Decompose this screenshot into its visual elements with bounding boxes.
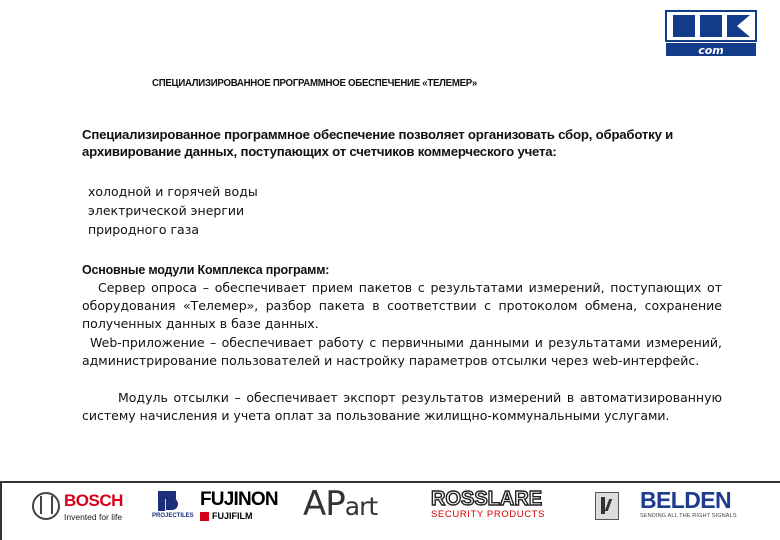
footer-left-border [0, 483, 2, 540]
list-item: электрической энергии [88, 203, 245, 218]
module-paragraph-text: Модуль отсылки – обеспечивает экспорт результатов измерений в автоматизированную систему начисления и учета оплат за пользование жилищно-коммунальными услугами. [82, 390, 722, 424]
belden-name: BELDEN [640, 487, 731, 513]
apart-name-a: AP [303, 484, 345, 524]
rosslare-sub: SECURITY PRODUCTS [431, 509, 546, 520]
list-item: природного газа [88, 222, 199, 237]
projectiles-logo [152, 488, 196, 528]
belden-tagline: SENDING ALL THE RIGHT SIGNALS [640, 513, 737, 519]
module-paragraph-server [82, 279, 722, 334]
intro-text: Специализированное программное обеспечение позволяет организовать сбор, обработку и архивирование данных, поступающих от счетчиков коммерческого учета: [82, 127, 674, 159]
fujifilm-square-icon [200, 512, 209, 521]
rosslare-name: ROSSLARE [431, 488, 543, 510]
bosch-armature-icon [32, 492, 60, 520]
fujinon-logo [200, 488, 296, 528]
meter-types-list [88, 182, 258, 239]
module-paragraph-web [82, 334, 722, 370]
logo-com-text: com [698, 44, 724, 57]
list-item: холодной и горячей воды [88, 184, 258, 199]
bosch-tagline: Invented for life [64, 512, 123, 522]
apart-logo [303, 484, 423, 528]
module-paragraph-text: Сервер опроса – обеспечивает прием пакетов с результатами измерений, поступающих от оборудования «Телемер», разбор пакета в соответствии с протоколом обмена, сохранение полученных данных в базе данных. [82, 280, 722, 332]
belden-logo [640, 488, 770, 528]
lk-com-logo-icon [665, 10, 757, 58]
apart-name-b: art [344, 492, 378, 521]
tk-small-icon [595, 492, 619, 520]
apart-name [303, 484, 377, 524]
bosch-logo [20, 488, 130, 528]
rosslare-logo [431, 488, 581, 528]
page-title: СПЕЦИАЛИЗИРОВАННОЕ ПРОГРАММНОЕ ОБЕСПЕЧЕНИЕ «ТЕЛЕМЕР» [152, 77, 478, 89]
tk-small-logo [595, 488, 621, 528]
partner-logos [20, 484, 770, 528]
module-paragraph-text: Web-приложение – обеспечивает работу с первичными данными и результатами измерений, администрирование пользователей и настройку параметров отсылки через web-интерфейс. [82, 335, 722, 369]
fujifilm-name: FUJIFILM [212, 511, 253, 521]
projectiles-name: PROJECTILES [152, 513, 194, 519]
module-paragraph-export [82, 389, 722, 425]
company-logo [665, 10, 757, 58]
bosch-name: BOSCH [64, 491, 123, 510]
modules-heading: Основные модули Комплекса программ: [82, 263, 330, 277]
fujinon-name: FUJINON [200, 489, 278, 510]
footer-divider [0, 481, 780, 483]
projectiles-p-bowl [166, 498, 178, 510]
